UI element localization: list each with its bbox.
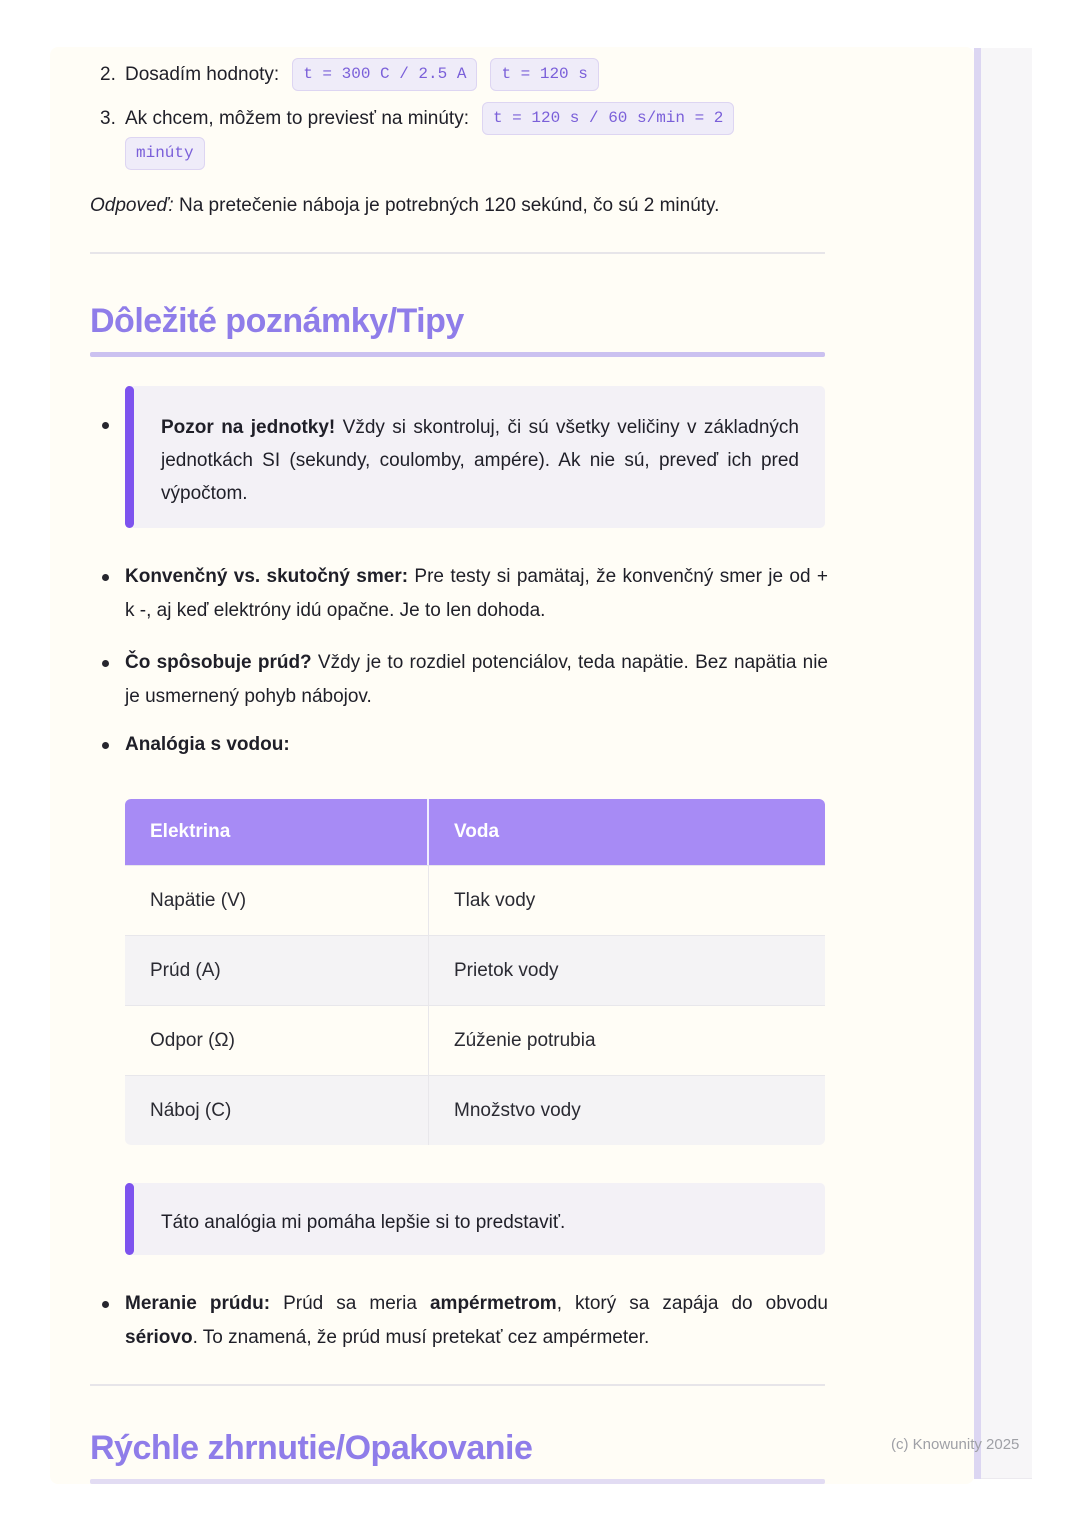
step-text: Dosadím hodnoty: xyxy=(125,63,280,85)
callout-accent-bar xyxy=(125,386,134,528)
section-divider xyxy=(90,252,825,254)
text-run: sériovo xyxy=(125,1327,193,1348)
bullet-analogy-heading xyxy=(125,728,828,762)
table-row xyxy=(125,865,825,935)
callout-accent-bar xyxy=(125,1183,134,1255)
bullet-dot xyxy=(102,742,109,749)
table-cell: Napätie (V) xyxy=(125,866,429,935)
bullet-dot xyxy=(102,1301,109,1308)
step-text: Ak chcem, môžem to previesť na minúty: xyxy=(125,107,469,129)
answer-text: Na pretečenie náboja je potrebných 120 sekúnd, čo sú 2 minúty. xyxy=(173,195,720,216)
code-chip: t = 120 s xyxy=(490,58,598,91)
text-run: ampérmetrom xyxy=(429,1293,557,1314)
table-cell: Náboj (C) xyxy=(125,1076,429,1145)
code-chip: t = 300 C / 2.5 A xyxy=(292,58,477,91)
text-run: Konvenčný vs. skutočný smer: xyxy=(125,566,409,587)
table-cell: Prúd (A) xyxy=(125,936,429,1005)
table-cell: Prietok vody xyxy=(454,959,559,981)
answer-label: Odpoveď: xyxy=(90,195,174,216)
step-item-2 xyxy=(100,58,599,91)
bullet-dot xyxy=(102,660,109,667)
text-run: Táto analógia mi pomáha lepšie si to predstaviť. xyxy=(161,1212,566,1233)
table-row xyxy=(125,1075,825,1145)
table-cell: Množstvo vody xyxy=(454,1099,581,1121)
text-run: Prúd sa meria xyxy=(270,1293,430,1314)
bullet-cause xyxy=(125,646,828,714)
text-run: Čo spôsobuje prúd? xyxy=(125,652,312,673)
step-number: 2. xyxy=(100,63,116,85)
bullet-measuring xyxy=(125,1287,828,1355)
step-item-3-continuation xyxy=(125,137,205,170)
section-title-notes: Dôležité poznámky/Tipy xyxy=(90,302,464,340)
table-row xyxy=(125,1005,825,1075)
bullet-dot xyxy=(102,574,109,581)
text-run: . To znamená, že prúd musí pretekať cez ampérmeter. xyxy=(192,1327,650,1348)
section-title-summary: Rýchle zhrnutie/Opakovanie xyxy=(90,1429,533,1467)
footer-copyright: (c) Knowunity 2025 xyxy=(891,1436,1020,1453)
table-cell: Odpor (Ω) xyxy=(125,1006,429,1075)
text-run: Vždy je to rozdiel potenciálov, teda napätie. Bez napätia nie je usmernený pohyb nábojov. xyxy=(125,652,828,707)
text-run: Vždy si skontroluj, či sú všetky veličiny v základných jednotkách SI (sekundy, coulomby, ampére). Ak nie sú, preveď ich pred výpočtom. xyxy=(161,417,799,504)
callout-analogy xyxy=(125,1183,825,1255)
table-cell: Zúženie potrubia xyxy=(454,1029,596,1051)
text-run: Pre testy si pamätaj, že konvenčný smer je od + k -, aj keď elektróny idú opačne. Je to len dohoda. xyxy=(125,566,828,621)
text-run: Analógia s vodou: xyxy=(125,734,290,755)
step-item-3 xyxy=(100,102,734,135)
title-underline xyxy=(90,352,825,357)
bullet-dot xyxy=(102,422,109,429)
text-run: Meranie prúdu: xyxy=(125,1293,271,1314)
callout-text xyxy=(125,386,825,510)
code-chip: t = 120 s / 60 s/min = 2 xyxy=(482,102,734,135)
table-header-cell: Voda xyxy=(454,821,500,842)
code-chip: minúty xyxy=(125,137,205,170)
table-cell: Tlak vody xyxy=(454,889,536,911)
callout-units xyxy=(125,386,825,528)
table-header-cell: Elektrina xyxy=(125,799,429,865)
step-number: 3. xyxy=(100,107,116,129)
callout-text xyxy=(125,1183,825,1239)
answer-line xyxy=(90,195,719,217)
bullet-conventional xyxy=(125,560,828,628)
table-row xyxy=(125,935,825,1005)
document-page xyxy=(50,47,974,1484)
title-underline xyxy=(90,1479,825,1484)
section-divider xyxy=(90,1384,825,1386)
right-rail-divider xyxy=(974,48,981,1479)
text-run: Pozor na jednotky! xyxy=(161,417,336,438)
table-header-row xyxy=(125,799,825,865)
next-page-edge-panel xyxy=(981,48,1032,1479)
comparison-table xyxy=(125,799,825,1145)
text-run: , ktorý sa zapája do obvodu xyxy=(556,1293,828,1314)
